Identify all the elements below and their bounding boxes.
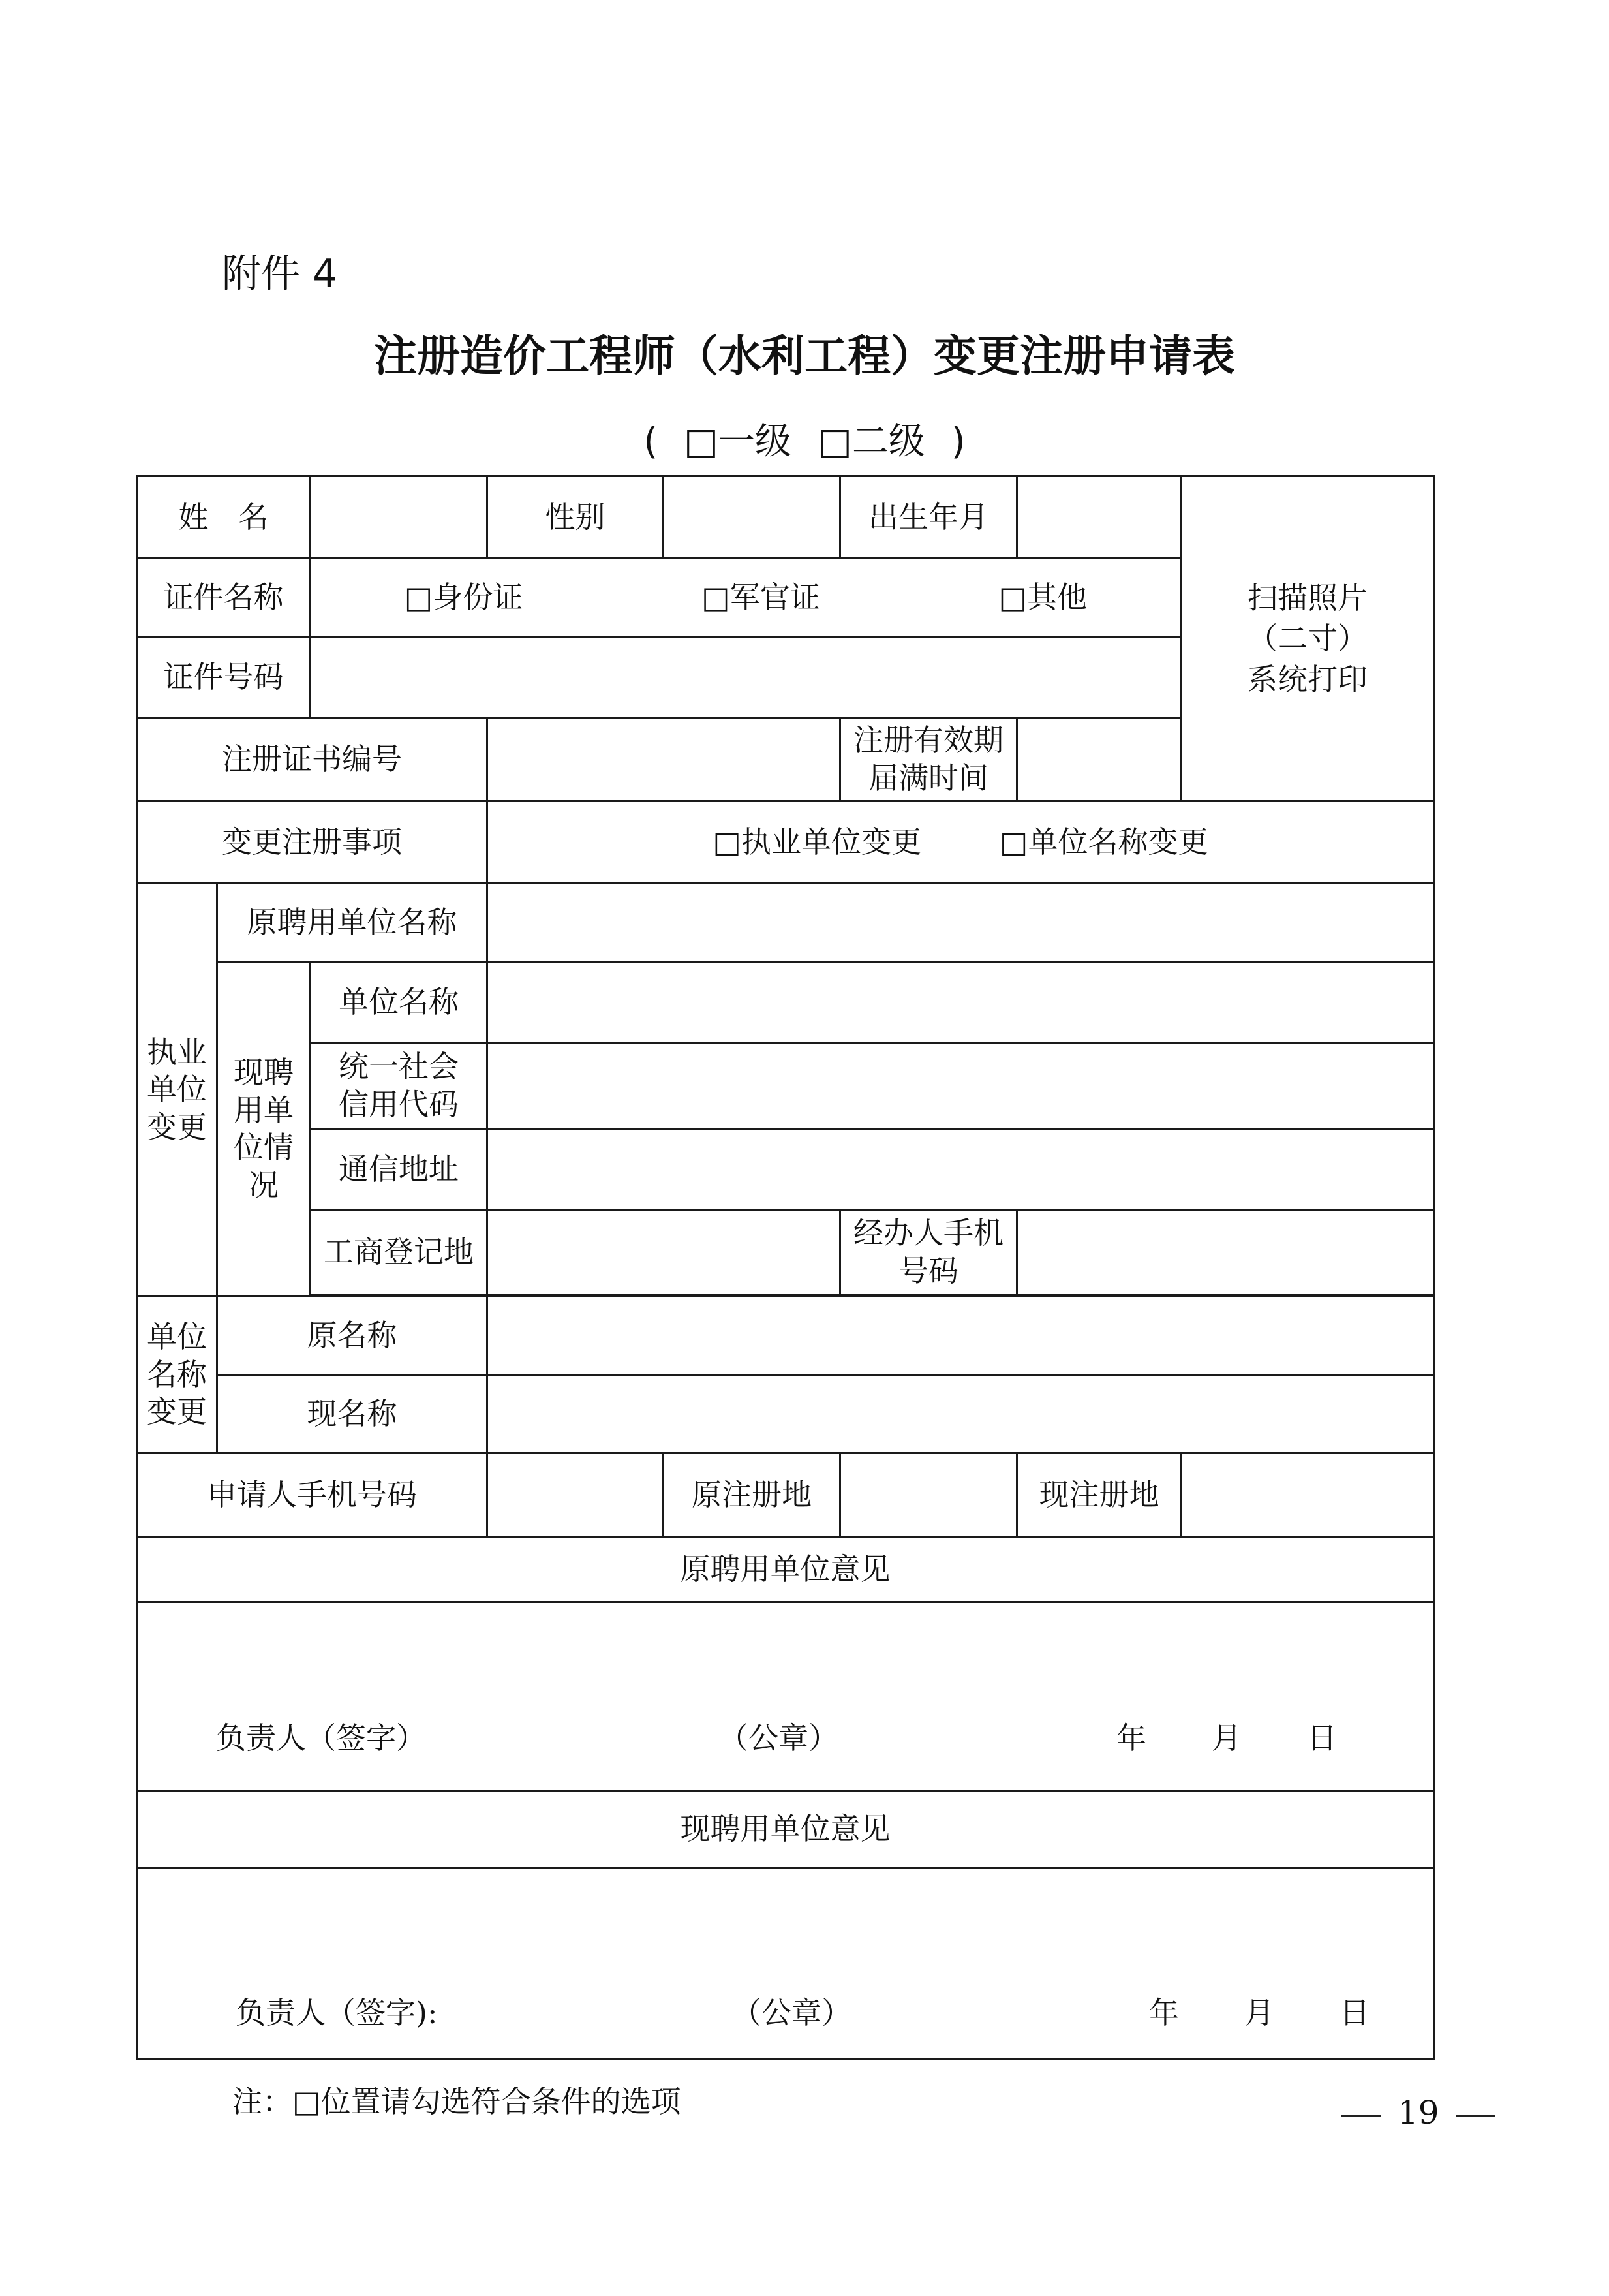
validity-label-line2: 届满时间	[868, 760, 988, 796]
id-number-field[interactable]	[311, 637, 1182, 718]
credit-code-field[interactable]	[487, 1043, 1434, 1129]
current-date-labels	[1149, 1994, 1370, 2032]
handler-phone-line1: 经办人手机	[853, 1215, 1004, 1250]
form-title: 注册造价工程师（水利工程）变更注册申请表	[374, 331, 1235, 381]
name-change-group-label	[137, 1297, 217, 1453]
day-label: 日	[1340, 1994, 1370, 2030]
handler-phone-label	[840, 1210, 1017, 1295]
level-second-checkbox[interactable]: □二级	[818, 420, 925, 463]
registry-label: 工商登记地	[311, 1210, 487, 1295]
address-label: 通信地址	[311, 1129, 487, 1210]
id-option-checkbox[interactable]: □身份证	[404, 579, 523, 615]
unit-name-field[interactable]	[487, 962, 1434, 1043]
orig-unit-label: 原聘用单位名称	[217, 884, 487, 962]
name-field[interactable]	[311, 476, 487, 559]
name-change-checkbox[interactable]: □单位名称变更	[1000, 824, 1208, 860]
year-label: 年	[1149, 1994, 1179, 2030]
level-open-paren: (	[643, 420, 658, 463]
page-number	[1325, 2094, 1512, 2132]
change-items-label: 变更注册事项	[137, 801, 487, 884]
group-label-line: 况	[249, 1167, 279, 1203]
change-items-options	[487, 801, 1434, 884]
group-label-line: 名称	[147, 1356, 207, 1392]
photo-placeholder	[1182, 476, 1434, 801]
id-option-checkbox[interactable]: □军官证	[701, 579, 820, 615]
orig-place-label: 原注册地	[664, 1453, 840, 1537]
month-label: 月	[1244, 1994, 1274, 2030]
address-field[interactable]	[487, 1129, 1434, 1210]
year-label: 年	[1116, 1720, 1146, 1756]
cert-number-field[interactable]	[487, 718, 840, 801]
unit-name-label: 单位名称	[311, 962, 487, 1043]
id-number-label: 证件号码	[137, 637, 311, 718]
id-type-options	[311, 559, 1182, 637]
attachment-label: 附件 4	[222, 251, 338, 297]
new-name-label: 现名称	[217, 1375, 487, 1453]
current-unit-opinion-area[interactable]	[137, 1868, 1434, 2059]
name-label: 姓 名	[137, 476, 311, 559]
credit-code-line1: 统一社会	[339, 1049, 459, 1084]
new-name-field[interactable]	[487, 1375, 1434, 1453]
orig-signer-label: 负责人（签字）	[216, 1720, 426, 1756]
day-label: 日	[1307, 1720, 1337, 1756]
credit-code-label	[311, 1043, 487, 1129]
validity-label-line1: 注册有效期	[853, 722, 1004, 758]
birth-label: 出生年月	[840, 476, 1017, 559]
group-label-line: 变更	[147, 1394, 207, 1430]
level-selector	[0, 412, 1609, 465]
credit-code-line2: 信用代码	[339, 1086, 459, 1122]
validity-label	[840, 718, 1017, 801]
page-dash-left	[1341, 2115, 1381, 2117]
applicant-phone-field[interactable]	[487, 1453, 664, 1537]
month-label: 月	[1212, 1720, 1242, 1756]
gender-field[interactable]	[664, 476, 840, 559]
id-option-checkbox[interactable]: □其他	[998, 579, 1088, 615]
new-place-label: 现注册地	[1017, 1453, 1182, 1537]
new-place-field[interactable]	[1182, 1453, 1434, 1537]
level-close-paren: )	[951, 420, 966, 463]
current-unit-group-label	[217, 962, 311, 1297]
old-name-label: 原名称	[217, 1297, 487, 1375]
handler-phone-line2: 号码	[898, 1252, 958, 1288]
validity-field[interactable]	[1017, 718, 1182, 801]
current-signer-label: 负责人（签字):	[236, 1994, 438, 2030]
orig-place-field[interactable]	[840, 1453, 1017, 1537]
birth-field[interactable]	[1017, 476, 1182, 559]
page-dash-right	[1456, 2115, 1495, 2117]
employer-change-checkbox[interactable]: □执业单位变更	[713, 824, 921, 860]
applicant-phone-label: 申请人手机号码	[137, 1453, 487, 1537]
level-first-checkbox[interactable]: □一级	[684, 420, 791, 463]
gender-label: 性别	[487, 476, 664, 559]
group-label-line: 位情	[234, 1130, 294, 1165]
photo-text-line3: 系统打印	[1248, 661, 1368, 697]
orig-seal-label: （公章）	[718, 1720, 838, 1756]
group-label-line: 执业	[147, 1034, 207, 1070]
old-name-field[interactable]	[487, 1297, 1434, 1375]
orig-unit-field[interactable]	[487, 884, 1434, 962]
orig-date-labels	[1116, 1720, 1337, 1758]
group-label-line: 用单	[234, 1092, 294, 1128]
group-label-line: 变更	[147, 1109, 207, 1145]
application-form-table	[136, 475, 1435, 2060]
photo-text-line1: 扫描照片	[1248, 580, 1368, 616]
current-seal-label: （公章）	[731, 1994, 851, 2030]
footer-note: 注：□位置请勾选符合条件的选项	[232, 2084, 681, 2119]
group-label-line: 单位	[147, 1319, 207, 1355]
orig-unit-opinion-header: 原聘用单位意见	[137, 1537, 1434, 1602]
group-label-line: 现聘	[234, 1055, 294, 1090]
employer-change-group-label	[137, 884, 217, 1297]
id-type-label: 证件名称	[137, 559, 311, 637]
orig-unit-opinion-area[interactable]	[137, 1602, 1434, 1791]
page-number-value: 19	[1398, 2094, 1439, 2132]
registry-field[interactable]	[487, 1210, 840, 1295]
photo-text-line2: （二寸）	[1248, 621, 1368, 657]
group-label-line: 单位	[147, 1072, 207, 1108]
current-unit-opinion-header: 现聘用单位意见	[137, 1791, 1434, 1868]
handler-phone-field[interactable]	[1017, 1210, 1434, 1295]
cert-number-label: 注册证书编号	[137, 718, 487, 801]
